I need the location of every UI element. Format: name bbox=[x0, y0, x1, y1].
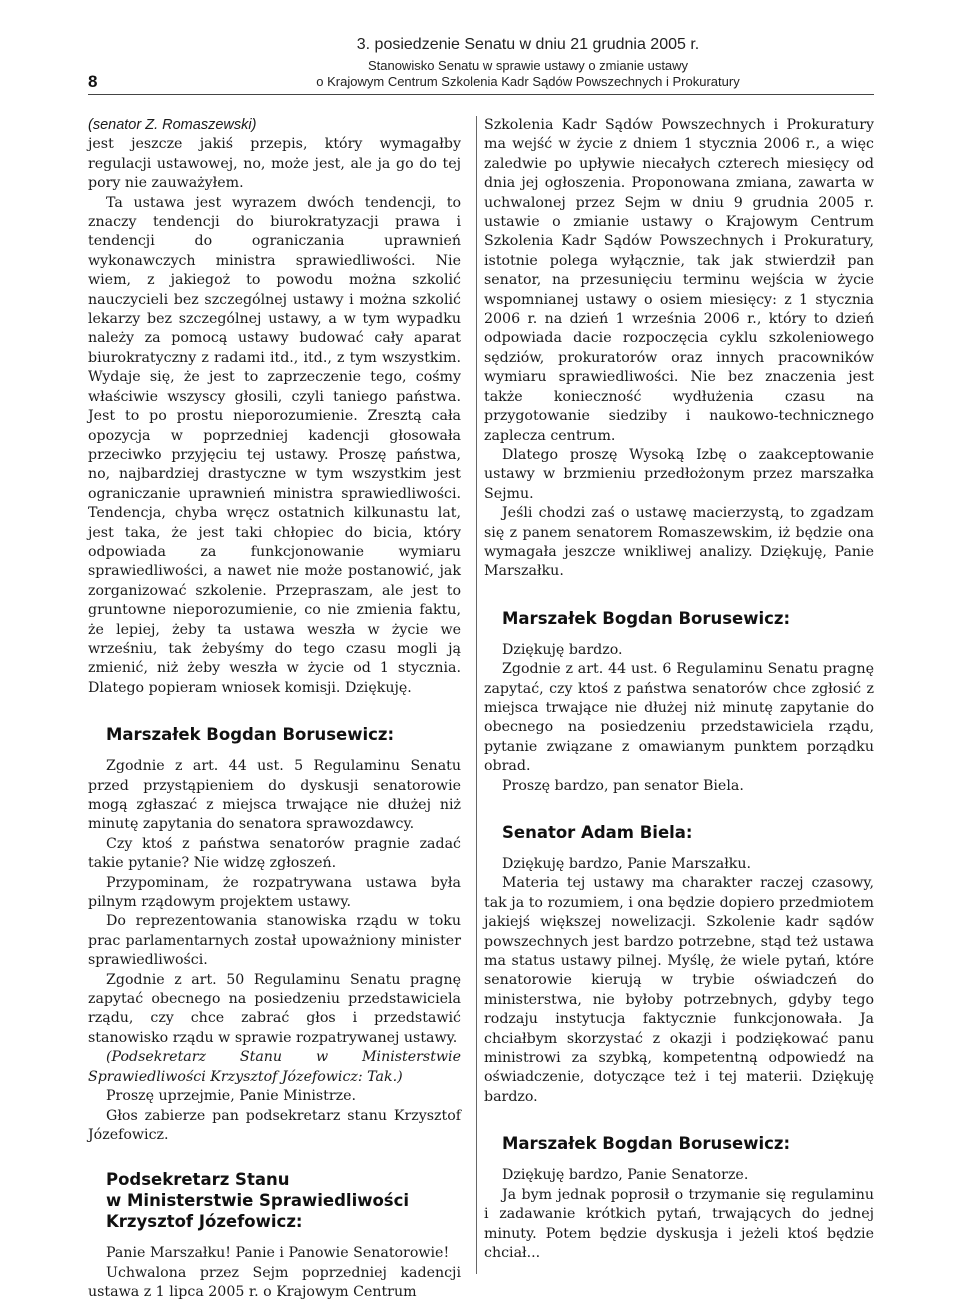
column-divider bbox=[476, 116, 477, 1274]
header-divider bbox=[88, 94, 874, 95]
speaker-heading: Marszałek Bogdan Borusewicz: bbox=[502, 608, 791, 628]
paragraph: jest jeszcze jakiś przepis, który wymagałby regulacji ustawowej, no, może jest, ale ja go do tej pory nie zauważyłem. bbox=[88, 136, 461, 192]
paragraph: Zgodnie z art. 50 Regulaminu Senatu pragnę zapytać obecnego na posiedzeniu przedstawiciela rządu, czy chce zabrać głos i przedstawić stanowisko rządu w sprawie rozpatrywanej ustawy. bbox=[88, 971, 461, 1046]
header-subject-line-2: o Krajowym Centrum Szkolenia Kadr Sądów Powszechnych i Prokuratury bbox=[316, 74, 740, 89]
paragraph: Przypominam, że rozpatrywana ustawa była pilnym rządowym projektem ustawy. bbox=[88, 874, 461, 911]
header-subject-line-1: Stanowisko Senatu w sprawie ustawy o zmianie ustawy bbox=[367, 58, 689, 73]
paragraph: Czy ktoś z państwa senatorów pragnie zadać takie pytanie? Nie widzę zgłoszeń. bbox=[88, 835, 461, 872]
paragraph: Dziękuję bardzo, Panie Senatorze. bbox=[502, 1167, 749, 1184]
page-header bbox=[88, 36, 874, 96]
paragraph: Dlatego proszę Wysoką Izbę o zaakceptowanie ustawy w brzmieniu przedłożonym przez marszałka Sejmu. bbox=[484, 446, 874, 502]
paragraph: Ja bym jednak poprosił o trzymanie się regulaminu i zadawanie krótkich pytań, trwających do jednej minuty. Potem będzie dyskusja i jeżeli ktoś będzie chciał... bbox=[484, 1186, 874, 1261]
paragraph: Szkolenia Kadr Sądów Powszechnych i Prokuratury ma wejść w życie z dniem 1 stycznia 2006 r., a więc zaledwie po upływie niecałych czterech miesięcy od dnia jej ogłoszenia. Proponowana zmiana, zawarta w uchwalonej przez Sejm w dniu 9 grudnia 2005 r. ustawie o zmianie ustawy o Krajowym Centrum Szkolenia Kadr Sądów Powszechnych i Prokuratury, istotnie polega wyłącznie, tak jak stwierdził pan senator, na przesunięciu terminu wejścia w życie wspomnianej ustawy o osiem miesięcy: z 1 stycznia 2006 r. na dzień 1 września 2006 r., który to dzień odpowiada dacie rozpoczęcia cyklu szkoleniowego sędziów, prokuratorów oraz innych pracowników wymiaru sprawiedliwości. Nie bez znaczenia jest także konieczność wydłużenia czasu na przygotowanie siedziby i naukowo-technicznego zaplecza centrum. bbox=[484, 117, 874, 444]
speaker-heading-line: Krzysztof Józefowicz: bbox=[106, 1212, 303, 1232]
speaker-heading: Marszałek Bogdan Borusewicz: bbox=[106, 725, 395, 745]
paragraph: Dziękuję bardzo. bbox=[502, 641, 623, 658]
left-column bbox=[88, 116, 461, 1303]
paragraph: Panie Marszałku! Panie i Panowie Senatorowie! bbox=[106, 1245, 450, 1262]
paragraph: Proszę bardzo, pan senator Biela. bbox=[502, 777, 744, 794]
speaker-heading bbox=[106, 1169, 461, 1232]
paragraph: Głos zabierze pan podsekretarz stanu Krzysztof Józefowicz. bbox=[88, 1107, 461, 1143]
paragraph: Zgodnie z art. 44 ust. 6 Regulaminu Senatu pragnę zapytać, czy ktoś z państwa senatorów chce zgłosić z miejsca trwające nie dłużej niż minutę zapytanie do obecnego na posiedzeniu przedstawiciela rządu, pytanie związane z omawianym punktem porządku obrad. bbox=[484, 661, 874, 775]
paragraph: Proszę uprzejmie, Panie Ministrze. bbox=[106, 1088, 357, 1105]
header-session-title: 3. posiedzenie Senatu w dniu 21 grudnia 2005 r. bbox=[356, 36, 700, 53]
page-number: 8 bbox=[88, 72, 98, 91]
paragraph: Jeśli chodzi zaś o ustawę macierzystą, to zgadzam się z panem senatorem Romaszewskim, iż będzie ona wymagała jeszcze wnikliwej analizy. Dziękuję, Panie Marszałku. bbox=[484, 505, 874, 580]
paragraph: Materia tej ustawy ma charakter raczej czasowy, tak ja to rozumiem, i ona będzie dopiero przedmiotem jakiejś większej nowelizacji. Szkolenie kadr sądów powszechnych jest bardzo potrzebne, stąd też ustawa ma status ustawy pilnej. Myślę, że wiele pytań, które senatorowie kierują w trybie oświadczeń do ministerstwa, nie byłoby potrzebnych, gdyby tego rodzaju instytucja faktycznie funkcjonowała. Ja chciałbym skorzystać z okazji i podziękować panu ministrowi za szybką, kompetentną odpowiedź na oświadczenie, dotyczące też i tej materii. Dziękuję bardzo. bbox=[484, 875, 874, 1105]
speaker-heading: Marszałek Bogdan Borusewicz: bbox=[502, 1134, 791, 1154]
paragraph: Dziękuję bardzo, Panie Marszałku. bbox=[502, 856, 752, 872]
paragraph: Zgodnie z art. 44 ust. 5 Regulaminu Senatu przed przystąpieniem do dyskusji senatorowie mogą zgłaszać z miejsca trwające nie dłużej niż minutę zapytania do senatora sprawozdawcy. bbox=[88, 758, 461, 833]
right-column bbox=[484, 116, 874, 1263]
speaker-heading-line: Podsekretarz Stanu bbox=[106, 1170, 290, 1190]
speaker-heading: Senator Adam Biela: bbox=[502, 823, 693, 842]
speaker-heading-line: w Ministerstwie Sprawiedliwości bbox=[106, 1191, 410, 1211]
paragraph: Ta ustawa jest wyrazem dwóch tendencji, to znaczy tendencji do biurokratyzacji prawa i tendencji do ograniczania uprawnień wykonawczych ministra sprawiedliwości. Nie wiem, z jakiegoż to powodu można szkolić nauczycieli bez szczególnej ustawy i można szkolić lekarzy bez szczególnej ustawy, a w tym wypadku należy za pomocą ustawy budować cały aparat biurokratyczny z radami itd., itd., z tym wszystkim. Wydaje się, że jest to zaprzeczenie tego, cośmy właściwie wszyscy głosili, czyli taniego państwa. Jest to po prostu nieporozumienie. Zresztą cała opozycja w poprzedniej kadencji głosowała przeciwko przyjęciu tej ustawy. Proszę państwa, no, najbardziej drastyczne w tym wszystkim jest ograniczanie uprawnień ministra sprawiedliwości. Tendencja, chyba wręcz ostatnich kilkunastu lat, jest taka, że jest taki chłopiec do bicia, który odpowiada za funkcjonowanie wymiaru sprawiedliwości, a nawet nie może postanowić, jak zorganizować szkolenie. Przepraszam, ale jest to gruntowne nieporozumienie, co nie zmienia faktu, że lepiej, żeby ta ustawa weszła w życie we wrześniu, tak żebyśmy do tego czasu mogli ją zmienić, niż żeby weszła w życie od 1 stycznia. Dlatego popieram wniosek komisji. Dziękuję. bbox=[88, 194, 461, 696]
paragraph-aside: (Podsekretarz Stanu w Ministerstwie Sprawiedliwości Krzysztof Józefowicz: Tak.) bbox=[88, 1049, 461, 1085]
speaker-continuation-note: (senator Z. Romaszewski) bbox=[88, 117, 257, 133]
paragraph: Uchwalona przez Sejm poprzedniej kadencji ustawa z 1 lipca 2005 r. o Krajowym Centrum bbox=[88, 1264, 461, 1301]
paragraph: Do reprezentowania stanowiska rządu w toku prac parlamentarnych został upoważniony minister sprawiedliwości. bbox=[88, 913, 461, 969]
